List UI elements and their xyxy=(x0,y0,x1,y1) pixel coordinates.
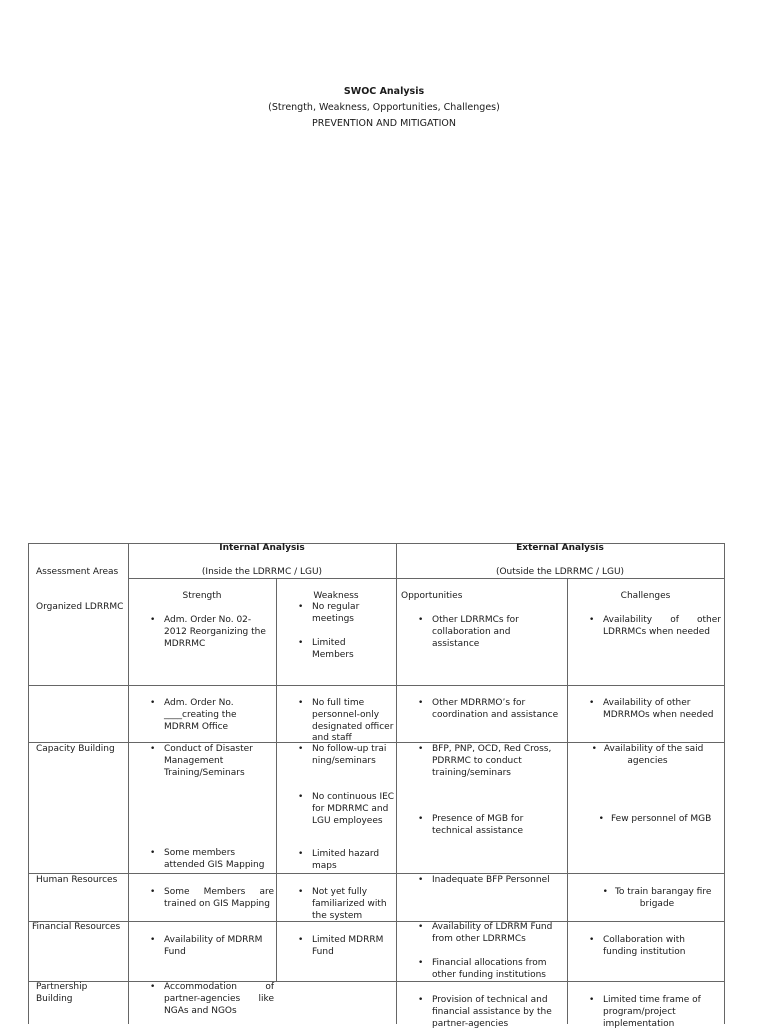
weakness-item: • Not yet fully familiarized with the system xyxy=(295,887,394,922)
weakness-item: • Limited Members xyxy=(295,638,387,662)
challenge-item: • Availability of the said agencies xyxy=(580,744,715,768)
table-divider xyxy=(567,578,568,1024)
header-weakness: Weakness xyxy=(313,591,359,601)
challenge-item: • Availability of other LDRRMCs when needed xyxy=(586,615,721,639)
header-challenges: Challenges xyxy=(620,591,671,601)
document-title: SWOC Analysis xyxy=(343,86,425,97)
challenge-item: • Availability of other MDRRMOs when needed xyxy=(586,698,728,722)
weakness-item: • Limited MDRRM Fund xyxy=(295,935,397,959)
strength-item: • Some members attended GIS Mapping xyxy=(147,848,274,872)
opportunity-item: • Presence of MGB for technical assistance xyxy=(415,814,542,838)
opportunity-item: • Other MDRRMO’s for coordination and assistance xyxy=(415,698,567,722)
header-external-analysis: External Analysis xyxy=(516,543,604,553)
strength-item: • Adm. Order No. ____creating the MDRRM Office xyxy=(147,698,264,733)
header-assessment-areas: Assessment Areas xyxy=(36,567,119,577)
weakness-item: • No follow-up training/seminars xyxy=(295,744,390,768)
weakness-item: • Limited hazard maps xyxy=(295,849,397,873)
table-border-right xyxy=(724,543,725,1024)
challenge-item: • To train barangay fire brigade xyxy=(587,887,727,911)
opportunity-item: • Inadequate BFP Personnel xyxy=(415,875,572,887)
header-internal-subtitle: (Inside the LDRRMC / LGU) xyxy=(201,567,323,577)
header-internal-analysis: Internal Analysis xyxy=(219,543,305,553)
strength-item: • Conduct of Disaster Management Training/Seminars xyxy=(147,744,264,779)
table-divider xyxy=(28,873,725,874)
table-border-left xyxy=(28,543,29,1024)
opportunity-item: • Financial allocations from other funding institutions xyxy=(415,958,562,982)
weakness-item: • No full time personnel-only designated officer and staff xyxy=(295,698,397,745)
assessment-area: Human Resources xyxy=(36,875,118,885)
document-section: PREVENTION AND MITIGATION xyxy=(311,118,456,129)
assessment-area: Capacity Building xyxy=(36,744,115,754)
challenge-item: • Limited time frame of program/project implementation xyxy=(586,995,728,1030)
assessment-area: Organized LDRRMC xyxy=(36,602,124,612)
challenge-item: • Collaboration with funding institution xyxy=(586,935,713,959)
table-divider xyxy=(128,543,129,1024)
opportunity-item: • Other LDRRMCs for collaboration and assistance xyxy=(415,615,542,650)
header-external-subtitle: (Outside the LDRRMC / LGU) xyxy=(495,567,625,577)
opportunity-item: • Availability of LDRRM Fund from other LDRRMCs xyxy=(415,922,567,946)
strength-item: • Accommodation of partner-agencies like NGAs and NGOs xyxy=(147,982,274,1017)
opportunity-item: • Provision of technical and financial assistance by the partner-agencies xyxy=(415,995,567,1030)
header-opportunities: Opportunities xyxy=(401,591,463,601)
challenge-item: • Few personnel of MGB xyxy=(580,814,730,826)
table-divider xyxy=(28,685,725,686)
table-divider xyxy=(28,981,725,982)
weakness-item: • No continuous IEC for MDRRMC and LGU employees xyxy=(295,792,397,827)
strength-item: • Adm. Order No. 02-2012 Reorganizing the MDRRMC xyxy=(147,615,274,650)
strength-item: • Availability of MDRRM Fund xyxy=(147,935,279,959)
assessment-area: Financial Resources xyxy=(32,922,121,932)
opportunity-item: • BFP, PNP, OCD, Red Cross, PDRRMC to conduct training/seminars xyxy=(415,744,567,779)
header-strength: Strength xyxy=(182,591,222,601)
document-subtitle: (Strength, Weakness, Opportunities, Challenges) xyxy=(268,102,500,113)
assessment-area: Partnership Building xyxy=(36,982,88,1004)
weakness-item: • No regular meetings xyxy=(295,602,387,626)
strength-item: • Some Members are trained on GIS Mapping xyxy=(147,887,274,911)
